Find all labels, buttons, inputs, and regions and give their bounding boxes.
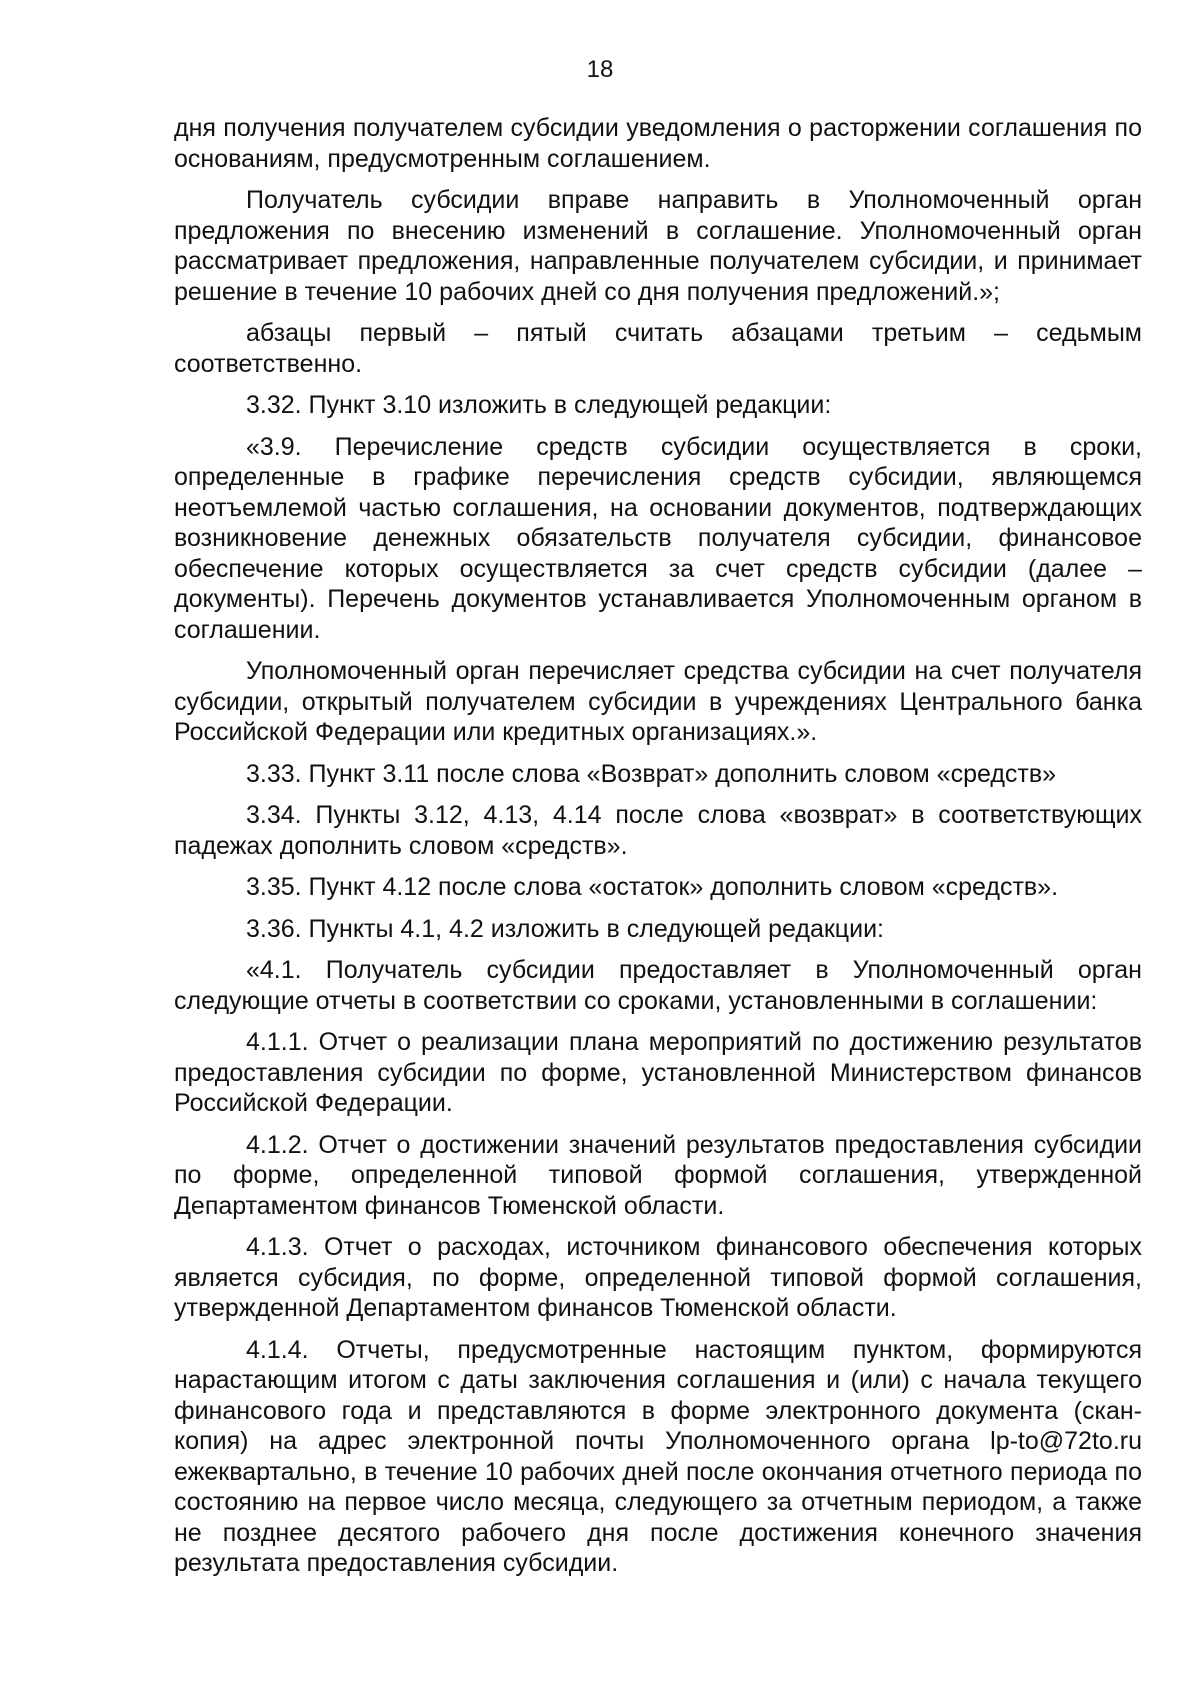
paragraph: Получатель субсидии вправе направить в Уполномоченный орган предложения по внесению изменений в соглашение. Уполномоченный орган рассматривает предложения, направленные получателем субсидии, и принимает решение в течение 10 рабочих дней со дня получения предложений.»;: [174, 186, 1142, 306]
paragraph: 3.32. Пункт 3.10 изложить в следующей редакции:: [246, 391, 832, 419]
page-number: 18: [586, 56, 614, 83]
paragraph: абзацы первый – пятый считать абзацами третьим – седьмым соответственно.: [174, 319, 1142, 378]
paragraph: 4.1.1. Отчет о реализации плана мероприятий по достижению результатов предоставления субсидии по форме, установленной Министерством финансов Российской Федерации.: [174, 1028, 1142, 1117]
paragraph-continuation: дня получения получателем субсидии уведомления о расторжении соглашения по основаниям, предусмотренным соглашением.: [174, 114, 1142, 173]
paragraph: 4.1.3. Отчет о расходах, источником финансового обеспечения которых является субсидия, по форме, определенной типовой формой соглашения, утвержденной Департаментом финансов Тюменской области.: [174, 1233, 1142, 1322]
paragraph: 4.1.4. Отчеты, предусмотренные настоящим пунктом, формируются нарастающим итогом с даты заключения соглашения и (или) с начала текущего финансового года и представляются в форме электронного документа (скан-копия) на адрес электронной почты Уполномоченного органа lp-to@72to.ru ежеквартально, в течение 10 рабочих дней после окончания отчетного периода по состоянию на первое число месяца, следующего за отчетным периодом, а также не позднее десятого рабочего дня после достижения конечного значения результата предоставления субсидии.: [174, 1335, 1142, 1577]
paragraph: Уполномоченный орган перечисляет средства субсидии на счет получателя субсидии, открытый получателем субсидии в учреждениях Центрального банка Российской Федерации или кредитных организациях.».: [174, 657, 1142, 746]
paragraph: «3.9. Перечисление средств субсидии осуществляется в сроки, определенные в графике перечисления средств субсидии, являющемся неотъемлемой частью соглашения, на основании документов, подтверждающих возникновение денежных обязательств получателя субсидии, финансовое обеспечение которых осуществляется за счет средств субсидии (далее – документы). Перечень документов устанавливается Уполномоченным органом в соглашении.: [174, 432, 1142, 644]
paragraph: 3.36. Пункты 4.1, 4.2 изложить в следующей редакции:: [246, 914, 884, 943]
paragraph: 3.35. Пункт 4.12 после слова «остаток» дополнить словом «средств».: [246, 873, 1059, 901]
document-body: [174, 113, 1142, 1590]
paragraph: 3.33. Пункт 3.11 после слова «Возврат» дополнить словом «средств»: [246, 759, 1057, 788]
paragraph: 4.1.2. Отчет о достижении значений результатов предоставления субсидии по форме, определенной типовой формой соглашения, утвержденной Департаментом финансов Тюменской области.: [174, 1130, 1142, 1220]
paragraph: «4.1. Получатель субсидии предоставляет в Уполномоченный орган следующие отчеты в соответствии со сроками, установленными в соглашении:: [174, 956, 1142, 1015]
paragraph: 3.34. Пункты 3.12, 4.13, 4.14 после слова «возврат» в соответствующих падежах дополнить словом «средств».: [174, 801, 1142, 860]
